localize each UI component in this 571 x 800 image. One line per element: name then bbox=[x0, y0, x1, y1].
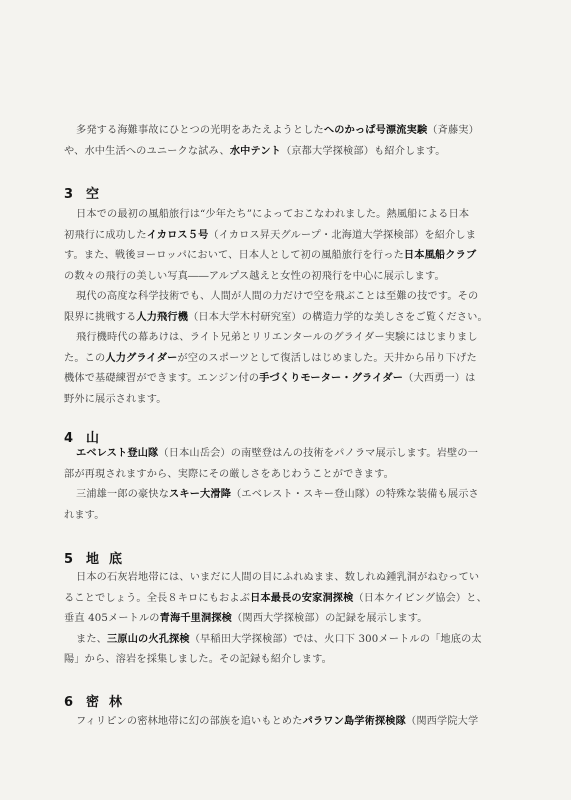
body-text: す。また、戦後ヨーロッパにおいて、日本人として初の風船旅行を行った bbox=[64, 250, 404, 261]
body-text: 多発する海難事故にひとつの光明をあたえようとした bbox=[76, 125, 324, 136]
text-line bbox=[64, 308, 510, 329]
section-number: 6 bbox=[64, 695, 75, 710]
body-text: 野外に展示されます。 bbox=[64, 393, 167, 405]
text-line bbox=[64, 121, 510, 142]
body-text: の数々の飛行の美しい写真――アルプス越えと女性の初飛行を中心に展示します。 bbox=[64, 270, 445, 282]
section-heading-3 bbox=[64, 183, 109, 202]
body-text: 飛行機時代の幕あけは、ライト兄弟とリリエンタールのグライダー実験にはじまりまし bbox=[76, 332, 478, 343]
text-line bbox=[64, 205, 510, 226]
highlight-text: スキー大滑降 bbox=[169, 489, 232, 500]
highlight-text: 日本最長の安家洞探検 bbox=[250, 592, 354, 604]
text-line bbox=[64, 142, 510, 163]
text-line bbox=[64, 650, 510, 671]
section-title: 山 bbox=[86, 431, 110, 446]
text-line bbox=[64, 287, 510, 308]
body-text: （関西学院大学 bbox=[405, 716, 479, 727]
highlight-text: 人力グライダー bbox=[105, 352, 178, 364]
body-text: 日本の石灰岩地帯には、いまだに人間の目にふれぬまま、数しれぬ鍾乳洞がねむってい bbox=[76, 572, 480, 583]
body-text: （日本大学木村研究室）の構造力学的な美しさをご覧ください。 bbox=[188, 311, 488, 323]
section-4-body bbox=[64, 444, 510, 526]
section-number: 4 bbox=[64, 431, 75, 446]
highlight-text: パラワン島学術探検隊 bbox=[302, 716, 406, 727]
text-line bbox=[64, 589, 510, 610]
body-text: （京都大学探検部）も紹介します。 bbox=[281, 145, 446, 157]
highlight-text: 青海千里洞探検 bbox=[159, 613, 233, 624]
body-text: ることでしょう。全長８キロにもおよぶ bbox=[64, 592, 251, 604]
text-line bbox=[64, 485, 510, 506]
body-text: れます。 bbox=[64, 509, 105, 521]
section-heading-5 bbox=[64, 548, 132, 567]
body-text: や、水中生活へのユニークな試み、 bbox=[64, 145, 230, 157]
highlight-text: 手づくりモーター・グライダー bbox=[259, 373, 404, 384]
body-text: （日本山岳会）の南壁登はんの技術をパノラマ展示します。岩壁の一 bbox=[158, 448, 479, 459]
section-3-body bbox=[64, 205, 510, 410]
body-text: 機体で基礎練習ができます。エンジン付の bbox=[64, 373, 260, 384]
body-text: 初飛行に成功した bbox=[64, 229, 147, 241]
body-text: 部が再現されますから、実際にその厳しさをあじわうことができます。 bbox=[64, 468, 394, 480]
section-number: 3 bbox=[64, 187, 75, 202]
section-title: 密林 bbox=[86, 695, 133, 710]
highlight-text: イカロス５号 bbox=[146, 229, 209, 241]
text-line bbox=[64, 267, 510, 288]
section-5-body bbox=[64, 568, 510, 671]
highlight-text: エベレスト登山隊 bbox=[76, 448, 159, 459]
highlight-text: 水中テント bbox=[229, 145, 281, 157]
text-line bbox=[64, 630, 510, 651]
body-text: （エベレスト・スキー登山隊）の特殊な装備も展示さ bbox=[231, 489, 479, 500]
body-text: 垂直 405メートルの bbox=[64, 613, 160, 624]
body-text: （大西勇一）は bbox=[403, 373, 476, 384]
highlight-text: へのかっぱ号漂流実験 bbox=[323, 125, 428, 136]
text-line bbox=[64, 568, 510, 589]
text-line bbox=[64, 226, 510, 247]
body-text: が空のスポーツとして復活しはじめました。天井から吊り下げた bbox=[177, 352, 477, 364]
body-text: 限界に挑戦する bbox=[64, 311, 137, 323]
body-text: 日本での最初の風船旅行は“少年たち”によっておこなわれました。熱風船による日本 bbox=[76, 209, 470, 220]
section-6-body bbox=[64, 712, 510, 733]
body-text: （斉藤実） bbox=[427, 125, 479, 136]
text-line bbox=[64, 328, 510, 349]
body-text: た。この bbox=[64, 352, 106, 364]
body-text: （イカロス昇天グループ・北海道大学探検部）を紹介しま bbox=[208, 229, 477, 241]
text-line bbox=[64, 444, 510, 465]
text-line bbox=[64, 390, 510, 411]
section-title: 地底 bbox=[86, 552, 133, 567]
body-text: フィリピンの密林地帯に幻の部族を追いもとめた bbox=[76, 716, 303, 727]
text-line bbox=[64, 712, 510, 733]
body-text: 現代の高度な科学技術でも、人間が人間の力だけで空を飛ぶことは至難の技です。その bbox=[76, 291, 479, 302]
highlight-text: 人力飛行機 bbox=[136, 311, 189, 323]
text-line bbox=[64, 465, 510, 486]
section-heading-6 bbox=[64, 691, 132, 710]
body-text: また、 bbox=[76, 633, 108, 645]
text-line bbox=[64, 609, 510, 630]
text-line bbox=[64, 369, 510, 390]
text-line bbox=[64, 349, 510, 370]
body-text: （関西大学探検部）の記録を展示します。 bbox=[232, 613, 428, 624]
text-line bbox=[64, 506, 510, 527]
body-text: （日本ケイビング協会）と、 bbox=[353, 592, 487, 604]
highlight-text: 日本風船クラブ bbox=[403, 250, 477, 261]
section-number: 5 bbox=[64, 552, 75, 567]
highlight-text: 三原山の火孔探検 bbox=[107, 633, 190, 645]
body-text: 陽」から、溶岩を採集しました。その記録も紹介します。 bbox=[64, 654, 332, 665]
text-line bbox=[64, 246, 510, 267]
body-text: （早稲田大学探検部）では、火口下 300メートルの「地底の太 bbox=[189, 633, 482, 645]
section-title: 空 bbox=[86, 187, 110, 202]
intro-paragraph bbox=[64, 121, 510, 162]
body-text: 三浦雄一郎の豪快な bbox=[76, 489, 170, 500]
